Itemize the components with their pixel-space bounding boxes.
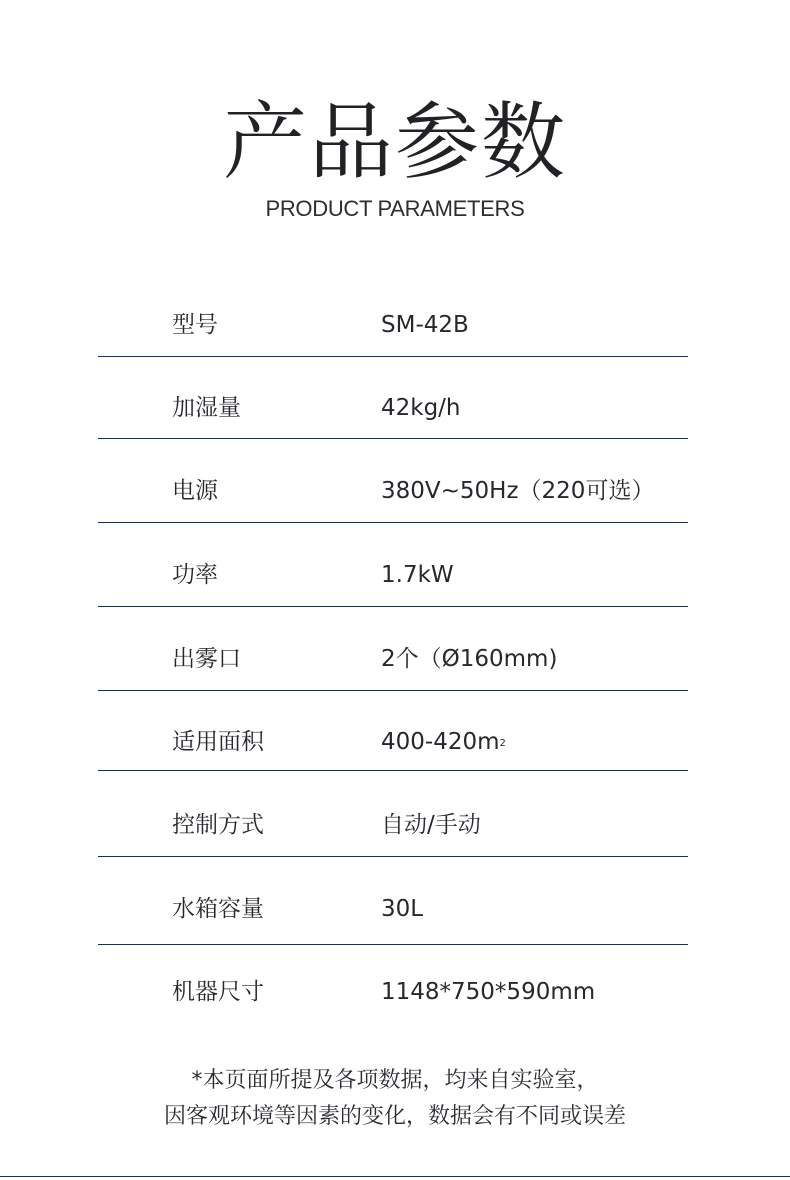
row-divider	[98, 438, 688, 439]
spec-value-area-text: 400-420m	[381, 729, 500, 755]
spec-label-area: 适用面积	[172, 729, 264, 755]
spec-label-control: 控制方式	[172, 812, 264, 838]
unit-superscript: 2	[499, 738, 506, 749]
row-divider	[98, 356, 688, 357]
spec-label-power-supply: 电源	[172, 478, 218, 504]
spec-value-model: SM-42B	[381, 312, 469, 338]
spec-label-model: 型号	[172, 312, 218, 338]
spec-value-power: 1.7kW	[381, 562, 454, 588]
spec-value-power-supply: 380V~50Hz（220可选）	[381, 478, 655, 504]
spec-value-humidification: 42kg/h	[381, 395, 461, 421]
page-subtitle: PRODUCT PARAMETERS	[265, 196, 525, 221]
row-divider	[98, 944, 688, 945]
row-divider	[98, 522, 688, 523]
spec-label-humidification: 加湿量	[172, 395, 241, 421]
row-divider	[98, 606, 688, 607]
disclaimer-line-1: *本页面所提及各项数据，均来自实验室，	[191, 1068, 599, 1093]
disclaimer-line-2: 因客观环境等因素的变化，数据会有不同或误差	[163, 1104, 626, 1129]
spec-value-area	[381, 726, 506, 758]
bottom-divider	[0, 1176, 790, 1177]
spec-label-dimensions: 机器尺寸	[172, 979, 264, 1005]
page-title: 产品参数	[222, 93, 567, 191]
spec-value-mist-outlet: 2个（Ø160mm)	[381, 646, 558, 672]
spec-label-mist-outlet: 出雾口	[172, 646, 241, 672]
spec-value-tank: 30L	[381, 896, 424, 922]
spec-value-dimensions: 1148*750*590mm	[381, 979, 596, 1005]
spec-label-power: 功率	[172, 562, 218, 588]
spec-value-control: 自动/手动	[381, 812, 481, 838]
spec-label-tank: 水箱容量	[172, 896, 264, 922]
row-divider	[98, 690, 688, 691]
row-divider	[98, 770, 688, 771]
row-divider	[98, 856, 688, 857]
